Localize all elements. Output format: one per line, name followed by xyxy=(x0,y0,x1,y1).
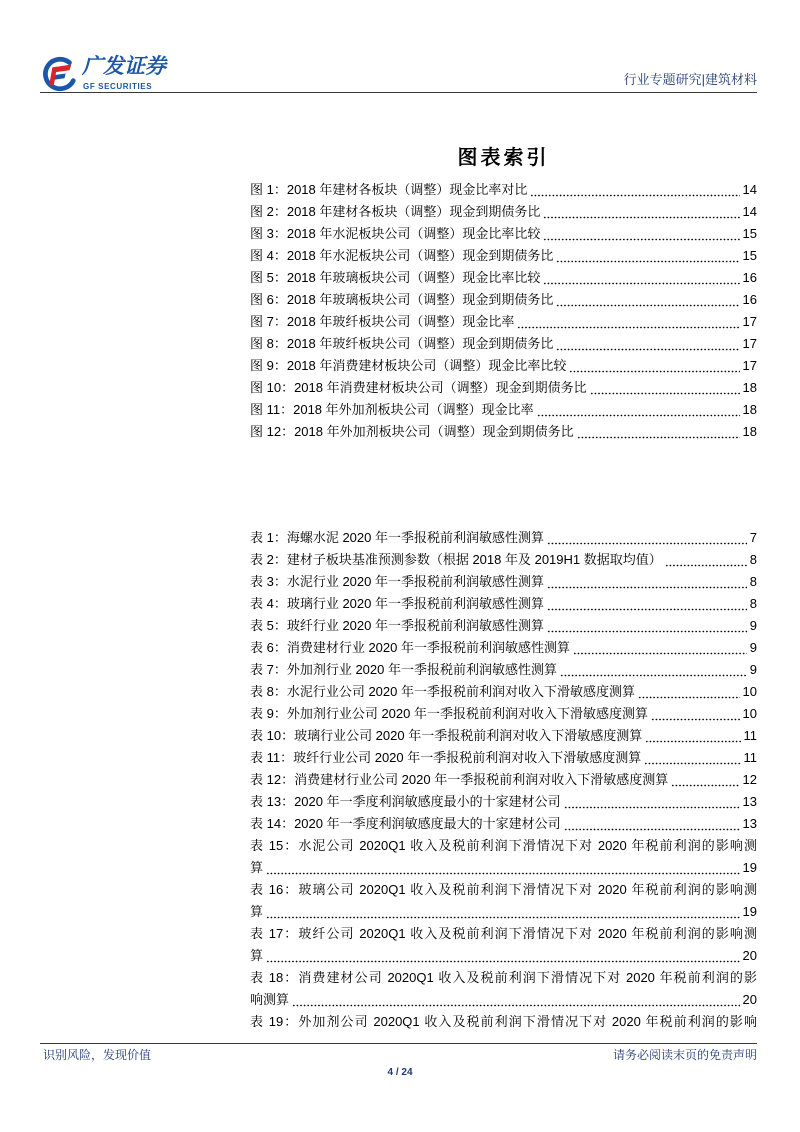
table-entry-page: 8 xyxy=(749,552,757,567)
figure-entry-title: 图 6：2018 年玻璃板块公司（调整）现金到期债务比 xyxy=(250,292,554,307)
table-entry-title: 表 7：外加剂行业 2020 年一季报税前利润敏感性测算 xyxy=(250,662,557,677)
dot-leader xyxy=(556,245,739,267)
table-entry-title[interactable]: 表 18：消费建材公司 2020Q1 收入及税前利润下滑情况下对 2020 年税前利润的影 xyxy=(250,970,757,985)
figure-index-list xyxy=(250,179,757,443)
figure-entry-page: 15 xyxy=(742,226,757,241)
dot-leader xyxy=(266,901,740,923)
table-entry-page: 8 xyxy=(749,574,757,589)
header-divider xyxy=(40,92,757,93)
table-entry-title: 表 2：建材子板块基准预测参数（根据 2018 年及 2019H1 数据取均值） xyxy=(250,552,662,567)
table-entry-page: 11 xyxy=(743,750,757,765)
table-entry[interactable] xyxy=(250,703,757,725)
figure-entry-title: 图 5：2018 年玻璃板块公司（调整）现金比率比较 xyxy=(250,270,541,285)
dot-leader xyxy=(564,791,740,813)
dot-leader xyxy=(577,421,740,443)
figure-entry[interactable] xyxy=(250,399,757,421)
table-entry[interactable] xyxy=(250,857,757,879)
dot-leader xyxy=(590,377,740,399)
table-entry[interactable] xyxy=(250,637,757,659)
table-entry[interactable] xyxy=(250,725,757,747)
table-entry-page: 20 xyxy=(742,992,757,1007)
dot-leader xyxy=(266,857,740,879)
figure-entry-page: 14 xyxy=(742,204,757,219)
table-entry[interactable] xyxy=(250,901,757,923)
figure-entry[interactable] xyxy=(250,333,757,355)
dot-leader xyxy=(292,989,740,1011)
table-entry-page: 19 xyxy=(742,860,757,875)
table-entry[interactable] xyxy=(250,527,757,549)
table-entry-title: 表 11：玻纤行业公司 2020 年一季报税前利润对收入下滑敏感度测算 xyxy=(250,750,642,765)
gf-logo-icon xyxy=(40,55,78,93)
dot-leader xyxy=(671,769,739,791)
figure-entry[interactable] xyxy=(250,355,757,377)
figure-entry-page: 17 xyxy=(742,358,757,373)
logo-chinese-name: 广发证券 xyxy=(82,55,166,78)
dot-leader xyxy=(530,179,739,201)
table-entry[interactable] xyxy=(250,571,757,593)
dot-leader xyxy=(644,747,740,769)
footer-disclaimer: 请务必阅读末页的免责声明 xyxy=(612,1048,757,1062)
table-entry-title-continued: 算 xyxy=(250,948,264,963)
figure-entry-title: 图 4：2018 年水泥板块公司（调整）现金到期债务比 xyxy=(250,248,554,263)
table-index-list xyxy=(250,527,757,1033)
dot-leader xyxy=(543,267,739,289)
table-entry[interactable] xyxy=(250,659,757,681)
table-entry-title: 表 5：玻纤行业 2020 年一季报税前利润敏感性测算 xyxy=(250,618,544,633)
table-entry[interactable] xyxy=(250,791,757,813)
table-entry-title[interactable]: 表 15：水泥公司 2020Q1 收入及税前利润下滑情况下对 2020 年税前利润的影响测 xyxy=(250,838,757,853)
table-entry-title-continued: 算 xyxy=(250,904,264,919)
table-entry[interactable] xyxy=(250,615,757,637)
footer-slogan: 识别风险，发现价值 xyxy=(43,1048,152,1062)
table-entry-title: 表 12：消费建材行业公司 2020 年一季报税前利润对收入下滑敏感度测算 xyxy=(250,772,669,787)
table-entry-title: 表 4：玻璃行业 2020 年一季报税前利润敏感性测算 xyxy=(250,596,544,611)
table-entry-page: 20 xyxy=(742,948,757,963)
table-entry-title[interactable]: 表 17：玻纤公司 2020Q1 收入及税前利润下滑情况下对 2020 年税前利润的影响测 xyxy=(250,926,757,941)
table-entry-page: 10 xyxy=(742,684,757,699)
figure-entry[interactable] xyxy=(250,223,757,245)
table-entry-title: 表 13：2020 年一季度利润敏感度最小的十家建材公司 xyxy=(250,794,561,809)
figure-entry-title: 图 9：2018 年消费建材板块公司（调整）现金比率比较 xyxy=(250,358,567,373)
figure-entry-page: 18 xyxy=(742,402,757,417)
table-entry[interactable] xyxy=(250,813,757,835)
table-entry-title[interactable]: 表 16：玻璃公司 2020Q1 收入及税前利润下滑情况下对 2020 年税前利润的影响测 xyxy=(250,882,757,897)
table-entry[interactable] xyxy=(250,989,757,1011)
figure-entry[interactable] xyxy=(250,289,757,311)
report-category: 行业专题研究|建筑材料 xyxy=(623,72,757,87)
dot-leader xyxy=(266,945,740,967)
table-entry-title: 表 6：消费建材行业 2020 年一季报税前利润敏感性测算 xyxy=(250,640,570,655)
table-entry-page: 10 xyxy=(742,706,757,721)
table-entry-title[interactable]: 表 19：外加剂公司 2020Q1 收入及税前利润下滑情况下对 2020 年税前利润的影响 xyxy=(250,1014,757,1029)
figure-entry-title: 图 3：2018 年水泥板块公司（调整）现金比率比较 xyxy=(250,226,541,241)
dot-leader xyxy=(569,355,739,377)
table-entry-title: 表 9：外加剂行业公司 2020 年一季报税前利润对收入下滑敏感度测算 xyxy=(250,706,648,721)
figure-entry[interactable] xyxy=(250,421,757,443)
table-entry[interactable] xyxy=(250,549,757,571)
table-entry-title: 表 10：玻璃行业公司 2020 年一季报税前利润对收入下滑敏感度测算 xyxy=(250,728,643,743)
dot-leader xyxy=(651,703,740,725)
figure-entry[interactable] xyxy=(250,201,757,223)
figure-entry[interactable] xyxy=(250,267,757,289)
table-entry-title: 表 8：水泥行业公司 2020 年一季报税前利润对收入下滑敏感度测算 xyxy=(250,684,635,699)
table-entry[interactable] xyxy=(250,945,757,967)
table-entry-title-continued: 响测算 xyxy=(250,992,290,1007)
figure-entry-title: 图 8：2018 年玻纤板块公司（调整）现金到期债务比 xyxy=(250,336,554,351)
page-title: 图表索引 xyxy=(457,147,550,169)
figure-entry-page: 14 xyxy=(742,182,757,197)
table-entry-page: 13 xyxy=(742,794,757,809)
figure-entry[interactable] xyxy=(250,179,757,201)
company-logo xyxy=(40,54,170,94)
dot-leader xyxy=(547,593,747,615)
footer-divider xyxy=(40,1043,757,1044)
figure-entry-page: 16 xyxy=(742,292,757,307)
dot-leader xyxy=(556,289,739,311)
table-entry-page: 12 xyxy=(742,772,757,787)
dot-leader xyxy=(543,201,739,223)
figure-entry[interactable] xyxy=(250,377,757,399)
table-entry-page: 13 xyxy=(742,816,757,831)
figure-entry-title: 图 2：2018 年建材各板块（调整）现金到期债务比 xyxy=(250,204,541,219)
figure-entry-title: 图 11：2018 年外加剂板块公司（调整）现金比率 xyxy=(250,402,534,417)
figure-entry-title: 图 12：2018 年外加剂板块公司（调整）现金到期债务比 xyxy=(250,424,574,439)
table-entry-page: 7 xyxy=(749,530,757,545)
dot-leader xyxy=(556,333,739,355)
table-entry-title: 表 3：水泥行业 2020 年一季报税前利润敏感性测算 xyxy=(250,574,544,589)
dot-leader xyxy=(547,615,747,637)
dot-leader xyxy=(547,571,747,593)
figure-entry-page: 17 xyxy=(742,314,757,329)
table-entry[interactable] xyxy=(250,769,757,791)
dot-leader xyxy=(543,223,739,245)
table-entry-title: 表 1：海螺水泥 2020 年一季报税前利润敏感性测算 xyxy=(250,530,544,545)
table-entry-page: 11 xyxy=(743,728,757,743)
page-indicator: 4 / 24 xyxy=(387,1067,413,1078)
figure-entry-title: 图 10：2018 年消费建材板块公司（调整）现金到期债务比 xyxy=(250,380,587,395)
figure-entry-page: 18 xyxy=(742,424,757,439)
figure-entry-page: 15 xyxy=(742,248,757,263)
table-entry-title: 表 14：2020 年一季度利润敏感度最大的十家建材公司 xyxy=(250,816,561,831)
logo-english-name: GF SECURITIES xyxy=(83,82,153,91)
table-entry[interactable] xyxy=(250,747,757,769)
dot-leader xyxy=(564,813,740,835)
figure-entry-title: 图 1：2018 年建材各板块（调整）现金比率对比 xyxy=(250,182,528,197)
dot-leader xyxy=(645,725,740,747)
table-entry-page: 9 xyxy=(749,618,757,633)
table-entry[interactable] xyxy=(250,593,757,615)
table-entry-page: 9 xyxy=(749,662,757,677)
dot-leader xyxy=(537,399,740,421)
dot-leader xyxy=(560,659,747,681)
dot-leader xyxy=(517,311,739,333)
table-entry-page: 9 xyxy=(749,640,757,655)
figure-entry[interactable] xyxy=(250,245,757,267)
figure-entry-page: 18 xyxy=(742,380,757,395)
dot-leader xyxy=(547,527,747,549)
dot-leader xyxy=(573,637,747,659)
dot-leader xyxy=(665,549,747,571)
figure-entry-page: 17 xyxy=(742,336,757,351)
figure-entry[interactable] xyxy=(250,311,757,333)
table-entry-page: 19 xyxy=(742,904,757,919)
figure-entry-page: 16 xyxy=(742,270,757,285)
table-entry[interactable] xyxy=(250,681,757,703)
figure-entry-title: 图 7：2018 年玻纤板块公司（调整）现金比率 xyxy=(250,314,515,329)
dot-leader xyxy=(638,681,740,703)
table-entry-page: 8 xyxy=(749,596,757,611)
table-entry-title-continued: 算 xyxy=(250,860,264,875)
